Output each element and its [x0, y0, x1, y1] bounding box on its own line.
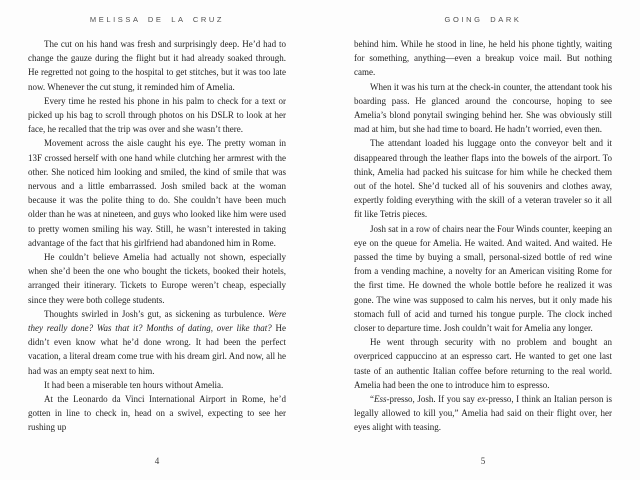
body-text: He couldn’t believe Amelia had actually not shown, especially when she’d been the one who bought the tickets, booked their hotels, arranged their itinerary. Tickets to Europe weren’t cheap, especially since they were both college students. [28, 252, 286, 305]
paragraph [28, 94, 286, 137]
paragraph [354, 80, 612, 137]
paragraph [28, 378, 286, 392]
body-text: The attendant loaded his luggage onto the conveyor belt and it disappeared through the leather flaps into the bowels of the airport. To think, Amelia had packed his suitcase for him while he checked them out of the hotel. She’d tucked all of his souvenirs and clothes away, expertly folding everything with the skill of a veteran traveler so it all fit like Tetris pieces. [354, 138, 612, 220]
body-text: -presso, Josh. If you say [386, 394, 478, 405]
right-page-text [354, 37, 612, 438]
body-text: Thoughts swirled in Josh’s gut, as sickening as turbulence. [44, 308, 269, 319]
body-text: “ [370, 394, 374, 405]
body-text: It had been a miserable ten hours without Amelia. [44, 379, 224, 390]
running-header-title: GOING DARK [444, 15, 522, 24]
left-page-text [28, 37, 286, 438]
paragraph [28, 136, 286, 250]
running-header-author: MELISSA DE LA CRUZ [89, 15, 225, 24]
body-text: At the Leonardo da Vinci International Airport in Rome, he’d gotten in line to check in, head on a swivel, expecting to see her rushing up [28, 394, 286, 433]
page-number-right: 5 [480, 456, 486, 466]
paragraph [354, 136, 612, 221]
paragraph [28, 37, 286, 94]
body-text: Josh sat in a row of chairs near the Four Winds counter, keeping an eye on the queue for Amelia. He waited. And waited. And waited. He passed the time by buying a small, personal-sized bottle of red wine from a vending machine, a novelty for an American visiting Rome for the first time. He downed the whole bottle before he realized it was gone. The wine was supposed to calm his nerves, but it only made his stomach full of acid and turned his tongue purple. The clock inched closer to departure time. Josh couldn’t wait for Amelia any longer. [354, 223, 612, 334]
body-text: Movement across the aisle caught his eye. The pretty woman in 13F crossed herself with one hand while clutching her armrest with the other. She noticed him looking and smiled, the kind of smile that was nervous and a little embarrassed. Josh smiled back at the woman because it was the polite thing to do. She couldn’t have been much older than he was at nineteen, and guys who looked like him were used to pretty women smiling his way. Still, he wasn’t interested in taking advantage of the fact that his girlfriend had abandoned him in Rome. [28, 138, 286, 248]
paragraph [354, 37, 612, 80]
body-text: He went through security with no problem and bought an overpriced cappuccino at an espresso cart. He wanted to get one last taste of an authentic Italian coffee before returning to the real world. Amelia had been the one to introduce him to espresso. [354, 337, 612, 390]
paragraph [354, 392, 612, 435]
body-text: -presso, I think an Italian person is legally allowed to kill you,” Amelia had said on their flight over, her eyes alight with teasing. [354, 394, 612, 433]
italic-text: ex [477, 394, 486, 405]
body-text: The cut on his hand was fresh and surprisingly deep. He’d had to change the gauze during the flight but it had already soaked through. He regretted not going to the hospital to get stitches, but it was too late now. Whenever the cut stung, it reminded him of Amelia. [28, 39, 286, 92]
body-text: behind him. While he stood in line, he held his phone tightly, waiting for something, anything—even a breakup voice mail. But nothing came. [354, 39, 612, 78]
paragraph [28, 392, 286, 435]
body-text: He didn’t even know what he’d done wrong. It had been the perfect vacation, a literal dream come true with his dream girl. And now, all he had was an empty seat next to him. [28, 323, 286, 376]
italic-text: Ess [374, 394, 387, 405]
paragraph [28, 307, 286, 378]
page-number-left: 4 [154, 456, 160, 466]
body-text: When it was his turn at the check-in counter, the attendant took his boarding pass. He glanced around the concourse, hoping to see Amelia’s blond ponytail swinging behind her. She was obviously still mad at him, but she had time to board. He hadn’t worried, even then. [354, 81, 612, 135]
paragraph [354, 222, 612, 336]
right-page [320, 0, 640, 480]
paragraph [354, 335, 612, 392]
italic-text: Were they really done? Was that it? Months of dating, over like that? [28, 308, 286, 334]
paragraph [28, 250, 286, 307]
body-text: Every time he rested his phone in his palm to check for a text or picked up his bag to scroll through photos on his DSLR to look at her face, he recalled that the trip was over and she wasn’t there. [28, 95, 286, 135]
